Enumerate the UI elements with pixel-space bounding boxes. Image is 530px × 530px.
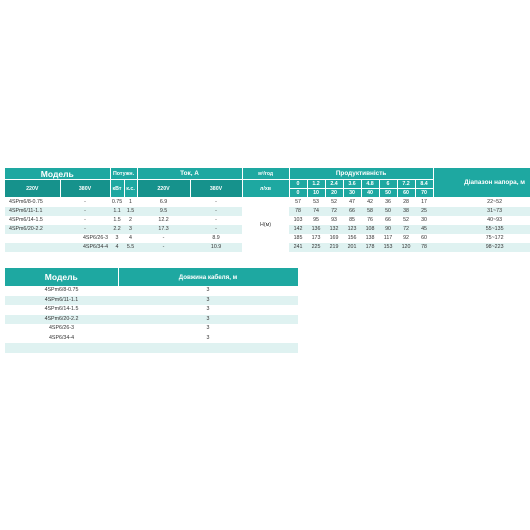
header-current-220v: 220V: [137, 180, 190, 198]
head-value: 169: [329, 235, 339, 241]
table-row: [5, 198, 530, 208]
model-220v: [5, 234, 60, 243]
current-220v: 17.3: [137, 225, 190, 234]
head-value: 136: [307, 225, 325, 234]
head-value: 85: [349, 217, 355, 223]
power-hp: 1.5: [124, 207, 137, 216]
cable-model: 4SP6/26-3: [48, 325, 75, 331]
current-220v: -: [137, 243, 190, 252]
header-current-380v: 380V: [190, 180, 242, 198]
range-value: 22~52: [487, 199, 503, 205]
head-value: 178: [361, 243, 379, 252]
current-380v: 8.9: [212, 235, 220, 241]
header-flow-m3h-label: м³/год: [242, 168, 289, 180]
head-value: 25: [415, 207, 433, 216]
head-value: 241: [289, 243, 307, 252]
power-kw: 0.75: [111, 199, 123, 205]
head-value: 53: [313, 199, 319, 205]
flow-lmin: 20: [325, 189, 343, 198]
head-value: 90: [379, 225, 397, 234]
flow-m3h: 8.4: [415, 180, 433, 189]
power-kw: 1.1: [110, 207, 124, 216]
head-value: 142: [289, 225, 307, 234]
cable-model: 4SPm6/8-0.75: [44, 287, 79, 293]
current-220v: 6.9: [159, 199, 168, 205]
header-power: Потужн.: [110, 168, 137, 180]
head-value: 95: [313, 217, 319, 223]
head-value: 42: [367, 199, 373, 205]
head-value: 173: [311, 235, 321, 241]
head-value: 92: [403, 235, 409, 241]
current-380v: -: [215, 217, 217, 223]
cable-header-model: Модель: [5, 268, 118, 286]
model-220v: 4SPm6/20-2.2: [5, 225, 60, 234]
power-hp: 4: [129, 235, 132, 241]
head-value: 58: [361, 207, 379, 216]
cable-model: 4SPm6/20-2.2: [5, 315, 118, 325]
flow-lmin: 60: [397, 189, 415, 198]
range-value: 40~93: [487, 217, 503, 223]
current-220v: 12.2: [158, 217, 169, 223]
table-row: [5, 305, 298, 315]
head-value: 138: [365, 235, 375, 241]
power-hp: 1: [129, 199, 132, 205]
header-current: Ток, А: [137, 168, 242, 180]
range-value: 31~73: [433, 207, 530, 216]
head-value: 52: [331, 199, 337, 205]
flow-m3h: 4.8: [361, 180, 379, 189]
flow-lmin: 50: [379, 189, 397, 198]
current-220v: 9.5: [137, 207, 190, 216]
head-value: 60: [421, 235, 428, 241]
power-hp: 5.5: [124, 243, 137, 252]
model-220v: 4SPm6/14-1.5: [9, 217, 43, 223]
model-380v: -: [84, 217, 86, 223]
head-value: 72: [397, 225, 415, 234]
head-value: 76: [367, 217, 373, 223]
cable-length: 3: [206, 287, 210, 293]
power-kw: 4: [110, 243, 124, 252]
head-value: 108: [361, 225, 379, 234]
flow-m3h: 2.4: [325, 180, 343, 189]
head-value: 132: [325, 225, 343, 234]
head-value: 66: [343, 207, 361, 216]
table-row: [5, 296, 298, 306]
flow-lmin: 10: [307, 189, 325, 198]
power-kw: 1.5: [113, 217, 121, 223]
head-value: 185: [293, 235, 303, 241]
head-value: 66: [385, 217, 391, 223]
model-380v: -: [60, 207, 110, 216]
cable-length: 3: [118, 296, 298, 306]
cable-header-length: Довжина кабеля, м: [118, 268, 298, 286]
table-row: [5, 286, 298, 296]
flow-m3h: 1.2: [307, 180, 325, 189]
head-label: H(м): [242, 198, 289, 253]
header-220v: 220V: [5, 180, 60, 198]
flow-m3h: 7.2: [397, 180, 415, 189]
head-value: 38: [397, 207, 415, 216]
model-380v: 4SP6/26-3: [82, 235, 109, 241]
head-value: 201: [343, 243, 361, 252]
head-value: 47: [349, 199, 355, 205]
flow-m3h: 0: [289, 180, 307, 189]
flow-lmin: 70: [415, 189, 433, 198]
head-value: 78: [415, 243, 433, 252]
power-hp: 2: [129, 217, 132, 223]
header-kw: кВт: [110, 180, 124, 198]
header-productivity: Продуктивність: [289, 168, 433, 180]
head-value: 156: [347, 235, 357, 241]
cable-empty-cell: [118, 343, 298, 353]
power-hp: 3: [124, 225, 137, 234]
head-value: 78: [289, 207, 307, 216]
flow-lmin: 40: [361, 189, 379, 198]
header-model: Модель: [5, 168, 110, 180]
head-value: 72: [325, 207, 343, 216]
flow-lmin: 30: [343, 189, 361, 198]
cable-length: 3: [206, 334, 210, 341]
model-380v: -: [84, 199, 86, 205]
model-220v: [5, 243, 60, 252]
head-value: 219: [325, 243, 343, 252]
range-value: 98~223: [433, 243, 530, 252]
header-380v: 380V: [60, 180, 110, 198]
current-380v: -: [215, 199, 217, 205]
range-value: 55~135: [433, 225, 530, 234]
head-value: 123: [343, 225, 361, 234]
head-value: 30: [421, 217, 428, 223]
cable-model: 4SPm6/11-1.1: [5, 296, 118, 306]
range-value: 75~172: [485, 235, 504, 241]
head-value: 74: [307, 207, 325, 216]
header-range: Діапазон напора, м: [433, 168, 530, 198]
current-380v: 10.9: [190, 243, 242, 252]
current-220v: -: [162, 235, 165, 241]
head-value: 153: [379, 243, 397, 252]
current-380v: -: [190, 225, 242, 234]
model-220v: 4SPm6/11-1.1: [5, 207, 60, 216]
head-value: 36: [385, 199, 391, 205]
cable-length: 3: [206, 306, 210, 312]
flow-m3h: 6: [379, 180, 397, 189]
pump-specs-table: [5, 168, 530, 252]
head-value: 57: [295, 199, 301, 205]
model-380v: -: [60, 225, 110, 234]
cable-empty-cell: [5, 343, 118, 353]
flow-lmin: 0: [289, 189, 307, 198]
head-value: 45: [415, 225, 433, 234]
table-row: [5, 315, 298, 325]
cable-model: 4SPm6/14-1.5: [44, 306, 79, 312]
cable-model: 4SP6/34-4: [48, 334, 75, 341]
head-value: 17: [421, 199, 428, 205]
table-row: [5, 324, 298, 334]
header-flow-lmin-label: л/хв: [242, 180, 289, 198]
cable-length: 3: [206, 325, 210, 331]
header-hp: к.с.: [124, 180, 137, 198]
flow-m3h: 3.6: [343, 180, 361, 189]
power-kw: 3: [115, 235, 119, 241]
head-value: 50: [379, 207, 397, 216]
head-value: 52: [403, 217, 409, 223]
model-220v: 4SPm6/8-0.75: [9, 199, 43, 205]
head-value: 93: [331, 217, 337, 223]
cable-length: 3: [118, 315, 298, 325]
head-value: 117: [383, 235, 393, 241]
head-value: 225: [307, 243, 325, 252]
head-value: 120: [397, 243, 415, 252]
head-value: 103: [293, 217, 303, 223]
cable-length-table: [5, 268, 299, 353]
head-value: 28: [403, 199, 409, 205]
current-380v: -: [190, 207, 242, 216]
power-kw: 2.2: [110, 225, 124, 234]
table-row: [5, 334, 298, 344]
model-380v: 4SP6/34-4: [60, 243, 110, 252]
table-row-empty: [5, 343, 298, 353]
